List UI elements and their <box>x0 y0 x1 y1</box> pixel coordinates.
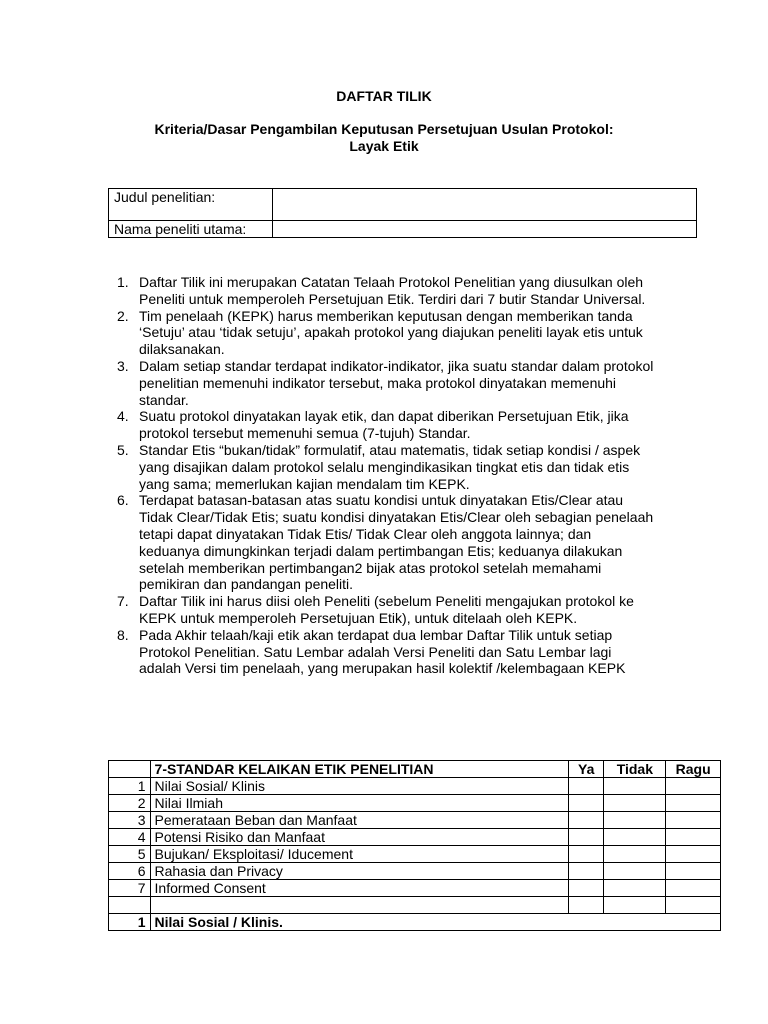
instruction-item <box>110 492 655 593</box>
row-standard: Informed Consent <box>150 880 568 897</box>
item-text: Dalam setiap standar terdapat indikator-indikator, jika suatu standar dalam protokol penelitian memenuhi indikator tersebut, maka protokol dinyatakan memenuhi standar. <box>139 357 654 408</box>
item-number: 7. <box>117 593 129 610</box>
ya-cell[interactable] <box>569 829 604 846</box>
item-text: Terdapat batasan-batasan atas suatu kondisi untuk dinyatakan Etis/Clear atau Tidak Clear/Tidak Etis; suatu kondisi dinyatakan Etis/Clear oleh sebagian penelaah tetapi dapat dinyatakan Tidak Etis/ Tidak Clear oleh anggota lainnya; dan keduanya dimungkinkan terjadi dalam pertimbangan Etis; keduanya dilakukan setelah memberikan pertimbangan2 bijak atas protokol setelah memahami pemikiran dan pandangan peneliti. <box>139 492 654 593</box>
instruction-item <box>110 308 655 358</box>
table-row <box>109 795 721 812</box>
row-standard: Nilai Sosial/ Klinis <box>150 778 568 795</box>
table-row-empty <box>109 897 721 914</box>
tidak-cell[interactable] <box>604 897 666 914</box>
table-row <box>109 863 721 880</box>
section-row <box>109 914 721 931</box>
subtitle-line-2: Layak Etik <box>349 138 419 154</box>
row-number: 3 <box>109 812 151 829</box>
table-row <box>109 880 721 897</box>
item-number: 5. <box>117 441 129 458</box>
header-standard: 7-STANDAR KELAIKAN ETIK PENELITIAN <box>150 761 568 778</box>
item-number: 4. <box>117 408 129 425</box>
header-ya: Ya <box>569 761 604 778</box>
table-row <box>109 778 721 795</box>
subtitle-line-1: Kriteria/Dasar Pengambilan Keputusan Persetujuan Usulan Protokol: <box>154 121 614 137</box>
tidak-cell[interactable] <box>604 880 666 897</box>
ya-cell[interactable] <box>569 863 604 880</box>
nama-label: Nama peneliti utama: <box>109 221 273 238</box>
researcher-row <box>109 221 697 238</box>
row-number: 5 <box>109 846 151 863</box>
table-row <box>109 829 721 846</box>
row-standard <box>150 897 568 914</box>
row-number: 2 <box>109 795 151 812</box>
document-subtitle <box>110 121 658 155</box>
instruction-item <box>110 442 655 492</box>
header-no <box>109 761 151 778</box>
item-text: Daftar Tilik ini merupakan Catatan Telaah Protokol Penelitian yang diusulkan oleh Peneliti untuk memperoleh Persetujuan Etik. Terdiri dari 7 butir Standar Universal. <box>139 274 646 307</box>
instruction-item <box>110 593 655 627</box>
table-row <box>109 812 721 829</box>
item-text: Daftar Tilik ini harus diisi oleh Peneliti (sebelum Peneliti mengajukan protokol ke KEPK untuk memperoleh Persetujuan Etik), untuk ditelaah oleh KEPK. <box>139 593 634 626</box>
ya-cell[interactable] <box>569 880 604 897</box>
tidak-cell[interactable] <box>604 778 666 795</box>
item-text: Pada Akhir telaah/kaji etik akan terdapat dua lembar Daftar Tilik untuk setiap Protokol Penelitian. Satu Lembar adalah Versi Peneliti dan Satu Lembar lagi adalah Versi tim penelaah, yang merupakan hasil kolektif /kelembagaan KEPK <box>139 626 626 677</box>
ragu-cell[interactable] <box>666 778 721 795</box>
ragu-cell[interactable] <box>666 863 721 880</box>
tidak-cell[interactable] <box>604 829 666 846</box>
instruction-item <box>110 408 655 442</box>
ya-cell[interactable] <box>569 795 604 812</box>
ragu-cell[interactable] <box>666 812 721 829</box>
header-ragu: Ragu <box>666 761 721 778</box>
ragu-cell[interactable] <box>666 880 721 897</box>
header-tidak: Tidak <box>604 761 666 778</box>
row-standard: Nilai Ilmiah <box>150 795 568 812</box>
nama-field[interactable] <box>273 221 697 238</box>
ragu-cell[interactable] <box>666 846 721 863</box>
row-standard: Rahasia dan Privacy <box>150 863 568 880</box>
section-number: 1 <box>109 914 151 931</box>
document-title: DAFTAR TILIK <box>336 88 432 104</box>
section-title: Nilai Sosial / Klinis. <box>150 914 720 931</box>
item-number: 1. <box>117 274 129 290</box>
row-standard: Pemerataan Beban dan Manfaat <box>150 812 568 829</box>
instructions-list <box>110 274 655 677</box>
item-number: 2. <box>117 307 129 324</box>
row-standard: Bujukan/ Eksploitasi/ Iducement <box>150 846 568 863</box>
row-number: 6 <box>109 863 151 880</box>
item-number: 8. <box>117 626 129 643</box>
title-row <box>109 189 697 221</box>
row-number: 1 <box>109 778 151 795</box>
row-number: 7 <box>109 880 151 897</box>
tidak-cell[interactable] <box>604 812 666 829</box>
instruction-item <box>110 358 655 408</box>
row-number: 4 <box>109 829 151 846</box>
ya-cell[interactable] <box>569 897 604 914</box>
tidak-cell[interactable] <box>604 863 666 880</box>
table-header-row <box>109 761 721 778</box>
ragu-cell[interactable] <box>666 795 721 812</box>
ragu-cell[interactable] <box>666 829 721 846</box>
table-row <box>109 846 721 863</box>
ragu-cell[interactable] <box>666 897 721 914</box>
ya-cell[interactable] <box>569 778 604 795</box>
item-number: 3. <box>117 357 129 374</box>
item-text: Suatu protokol dinyatakan layak etik, dan dapat diberikan Persetujuan Etik, jika protokol tersebut memenuhi semua (7-tujuh) Standar. <box>139 408 629 442</box>
standards-table <box>108 760 721 931</box>
ya-cell[interactable] <box>569 846 604 863</box>
item-text: Tim penelaah (KEPK) harus memberikan keputusan dengan memberikan tanda ‘Setuju’ atau ‘tidak setuju’, apakah protokol yang diajukan peneliti layak etis untuk dilaksanakan. <box>139 307 643 358</box>
instruction-item <box>110 627 655 677</box>
row-standard: Potensi Risiko dan Manfaat <box>150 829 568 846</box>
item-text: Standar Etis “bukan/tidak” formulatif, atau matematis, tidak setiap kondisi / aspek yang disajikan dalam protokol selalu mengindikasikan tingkat etis dan tidak etis yang sama; memerlukan kajian mendalam tim KEPK. <box>139 441 641 492</box>
row-number <box>109 897 151 914</box>
judul-field[interactable] <box>273 189 697 221</box>
research-info-table <box>108 188 697 238</box>
item-number: 6. <box>117 492 129 509</box>
instruction-item <box>110 274 655 308</box>
tidak-cell[interactable] <box>604 846 666 863</box>
judul-label: Judul penelitian: <box>109 189 273 221</box>
tidak-cell[interactable] <box>604 795 666 812</box>
ya-cell[interactable] <box>569 812 604 829</box>
